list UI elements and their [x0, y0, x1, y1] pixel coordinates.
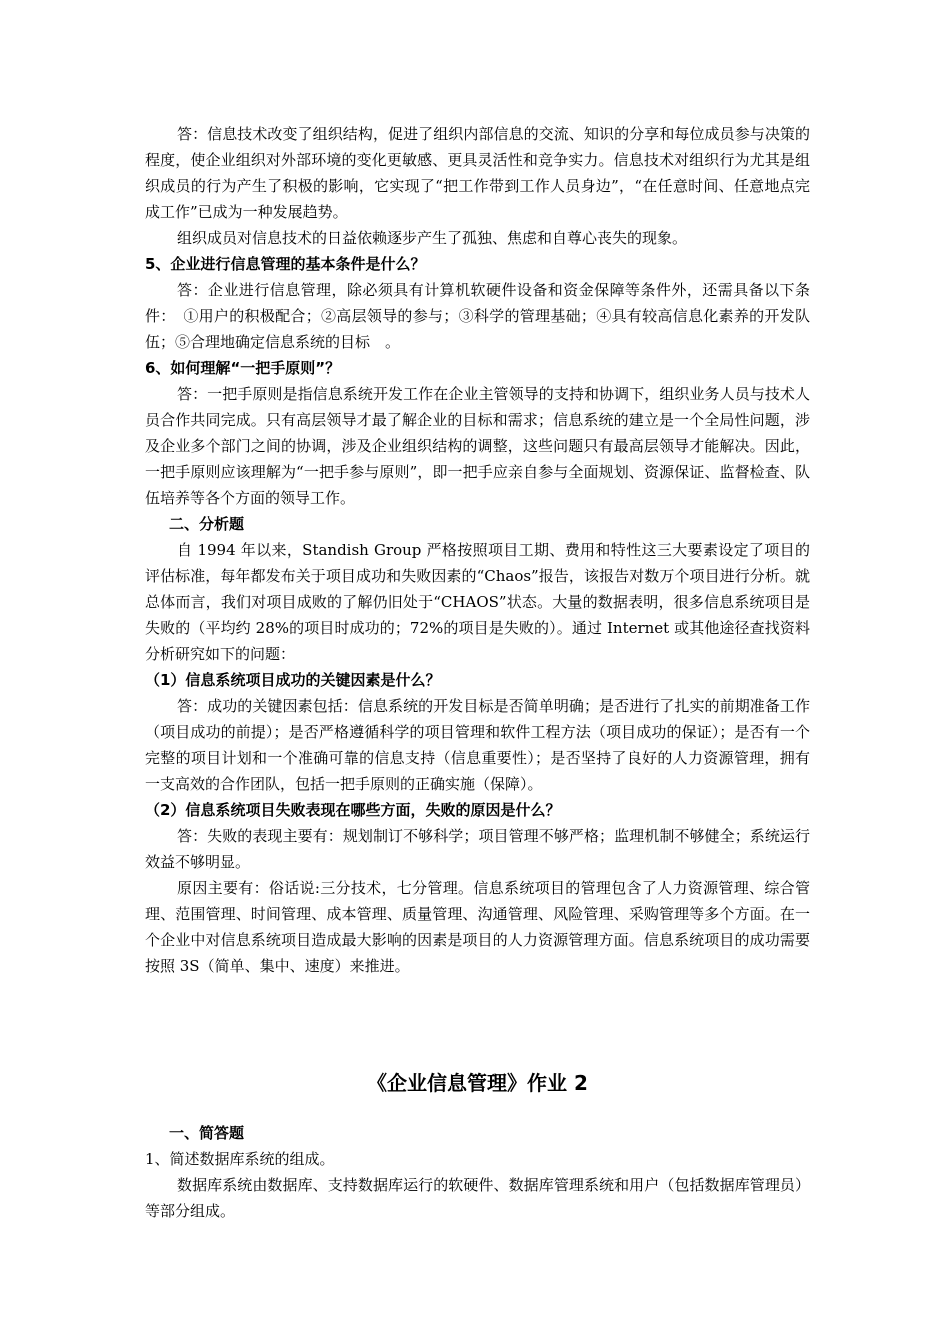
answer-paragraph: 答：信息技术改变了组织结构，促进了组织内部信息的交流、知识的分享和每位成员参与决策的程度，使企业组织对外部环境的变化更敏感、更具灵活性和竞争实力。信息技术对组织行为尤其是组织成员的行为产生了积极的影响，它实现了“把工作带到工作人员身边”，“在任意时间、任意地点完成工作”已成为一种发展趋势。 [145, 125, 810, 221]
answer-paragraph: 组织成员对信息技术的日益依赖逐步产生了孤独、焦虑和自尊心丧失的现象。 [177, 229, 688, 247]
document-part-1 [145, 121, 810, 979]
section-heading: 二、分析题 [169, 515, 245, 533]
answer-paragraph: 答：成功的关键因素包括：信息系统的开发目标是否简单明确；是否进行了扎实的前期准备工作（项目成功的前提）；是否严格遵循科学的项目管理和软件工程方法（项目成功的保证）；是否有一个完整的项目计划和一个准确可靠的信息支持（信息重要性）；是否坚持了良好的人力资源管理，拥有一支高效的合作团队，包括一把手原则的正确实施（保障）。 [145, 697, 810, 793]
question-heading: （2）信息系统项目失败表现在哪些方面，失败的原因是什么？ [145, 801, 561, 819]
assignment-title: 《企业信息管理》作业 2 [367, 1071, 588, 1095]
question-line: 1、简述数据库系统的组成。 [145, 1150, 335, 1168]
question-heading: 6、如何理解“一把手原则”？ [145, 359, 341, 377]
question-heading: （1）信息系统项目成功的关键因素是什么？ [145, 671, 441, 689]
section-heading: 一、简答题 [169, 1124, 245, 1142]
answer-paragraph: 答：失败的表现主要有：规划制订不够科学；项目管理不够严格；监理机制不够健全；系统运行效益不够明显。 [145, 827, 810, 871]
answer-paragraph: 原因主要有：俗话说:三分技术，七分管理。信息系统项目的管理包含了人力资源管理、综合管理、范围管理、时间管理、成本管理、质量管理、沟通管理、风险管理、采购管理等多个方面。在一个企业中对信息系统项目造成最大影响的因素是项目的人力资源管理方面。信息系统项目的成功需要按照 3S（简单、集中、速度）来推进。 [145, 879, 810, 975]
answer-paragraph: 答：一把手原则是指信息系统开发工作在企业主管领导的支持和协调下，组织业务人员与技术人员合作共同完成。只有高层领导才最了解企业的目标和需求；信息系统的建立是一个全局性问题，涉及企业多个部门之间的协调，涉及企业组织结构的调整，这些问题只有最高层领导才能解决。因此，一把手原则应该理解为“一把手参与原则”，即一把手应亲自参与全面规划、资源保证、监督检查、队伍培养等各个方面的领导工作。 [145, 385, 810, 507]
answer-paragraph: 答：企业进行信息管理，除必须具有计算机软硬件设备和资金保障等条件外，还需具备以下条件： ①用户的积极配合；②高层领导的参与；③科学的管理基础；④具有较高信息化素养的开发队伍；⑤合理地确定信息系统的目标 。 [145, 281, 810, 351]
question-heading: 5、企业进行信息管理的基本条件是什么？ [145, 255, 426, 273]
answer-paragraph: 数据库系统由数据库、支持数据库运行的软硬件、数据库管理系统和用户（包括数据库管理员）等部分组成。 [145, 1176, 810, 1220]
intro-paragraph: 自 1994 年以来，Standish Group 严格按照项目工期、费用和特性这三大要素设定了项目的评估标准，每年都发布关于项目成功和失败因素的“Chaos”报告，该报告对数万个项目进行分析。就总体而言，我们对项目成败的了解仍旧处于“CHAOS”状态。大量的数据表明，很多信息系统项目是失败的（平均约 28%的项目时成功的；72%的项目是失败的）。通过 Internet 或其他途径查找资料分析研究如下的问题： [145, 541, 810, 663]
document-part-2 [145, 1068, 810, 1224]
